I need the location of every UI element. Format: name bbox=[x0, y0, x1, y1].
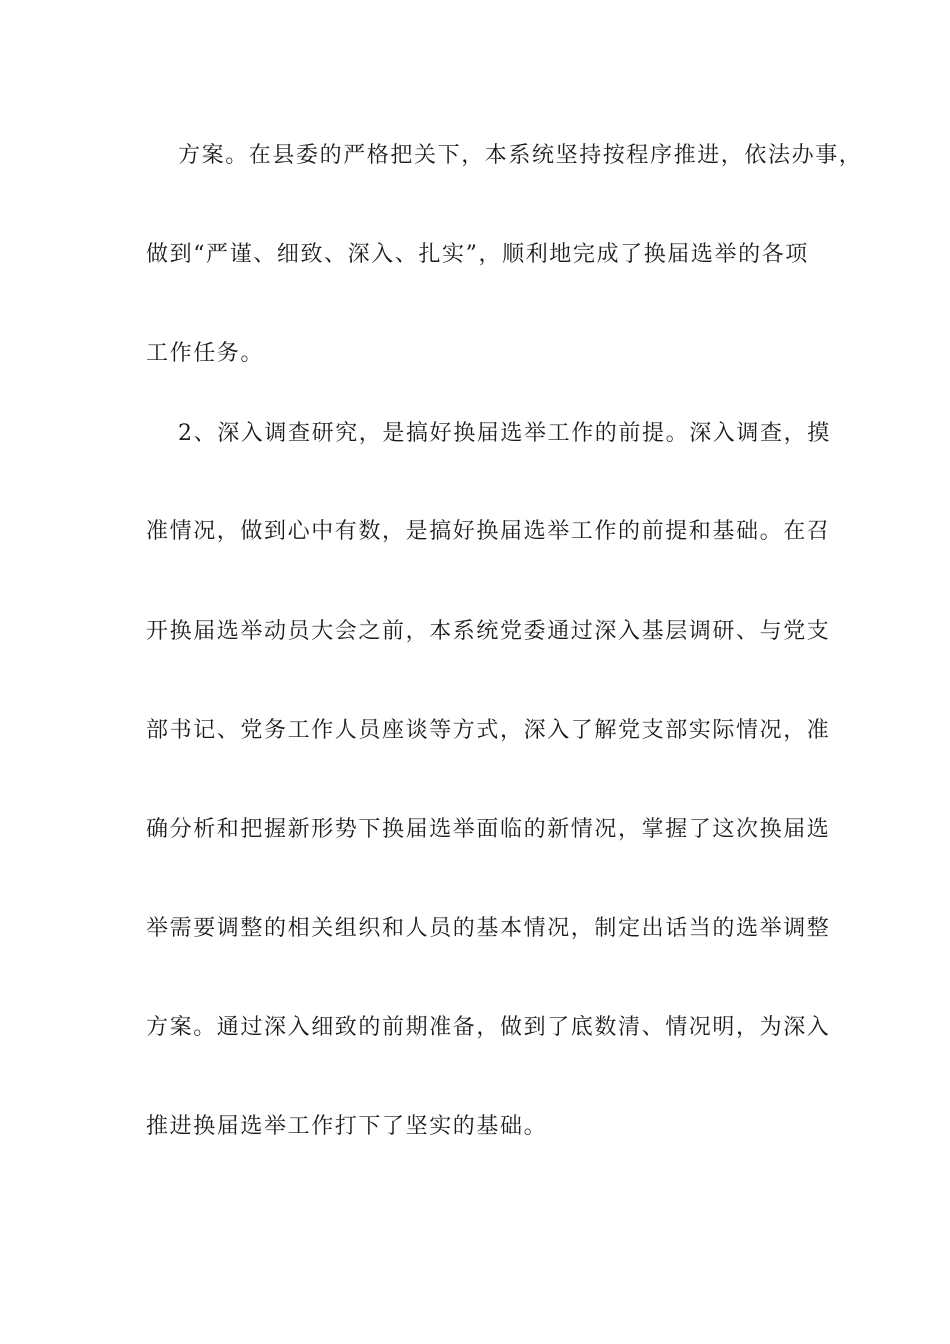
paragraph-line: 工作任务。 bbox=[146, 341, 265, 366]
paragraph-line: 确分析和把握新形势下换届选举面临的新情况，掌握了这次换届选 bbox=[146, 817, 831, 842]
paragraph-line: 方案。通过深入细致的前期准备，做到了底数清、情况明，为深入 bbox=[146, 1015, 831, 1040]
paragraph-line: 2、深入调查研究，是搞好换届选举工作的前提。深入调查，摸 bbox=[178, 421, 831, 446]
paragraph-line: 部书记、党务工作人员座谈等方式，深入了解党支部实际情况，准 bbox=[146, 718, 831, 743]
paragraph-line: 方案。在县委的严格把关下，本系统坚持按程序推进，依法办事， bbox=[178, 143, 863, 168]
paragraph-line: 开换届选举动员大会之前，本系统党委通过深入基层调研、与党支 bbox=[146, 619, 831, 644]
paragraph-line: 准情况，做到心中有数，是搞好换届选举工作的前提和基础。在召 bbox=[146, 519, 831, 544]
paragraph-line: 推进换届选举工作打下了坚实的基础。 bbox=[146, 1114, 548, 1139]
paragraph-line: 做到“严谨、细致、深入、扎实”，顺利地完成了换届选举的各项 bbox=[146, 242, 809, 267]
paragraph-line: 举需要调整的相关组织和人员的基本情况，制定出话当的选举调整 bbox=[146, 916, 831, 941]
